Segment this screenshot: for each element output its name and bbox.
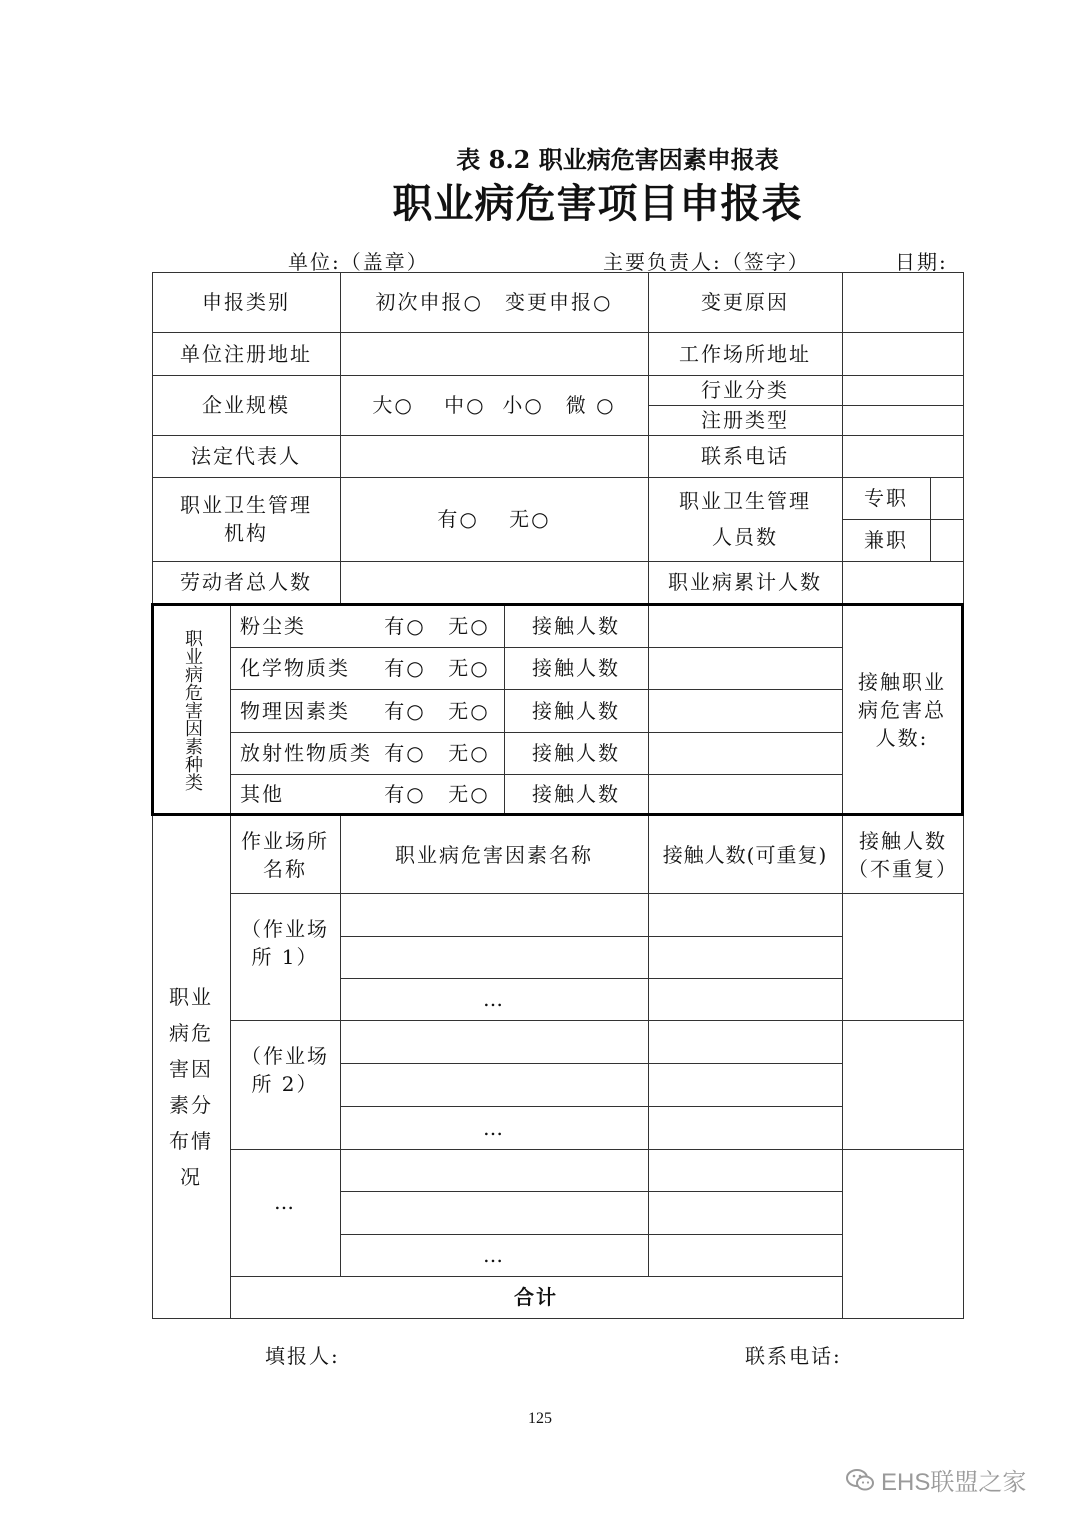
reg-address-label: 单位注册地址 — [180, 341, 312, 366]
site-2-label: （作业场 所 2） — [241, 1044, 329, 1096]
total-label: 合计 — [514, 1285, 558, 1309]
col-contact-repeat-header: 接触人数(可重复) — [662, 842, 828, 867]
date-label: 日期: — [895, 250, 948, 274]
workers-label: 劳动者总人数 — [180, 570, 312, 594]
col-contact-unique-header: 接触人数 （不重复） — [848, 828, 958, 881]
cumulative-field[interactable] — [842, 561, 964, 603]
cumulative-label: 职业病累计人数 — [668, 570, 822, 594]
hazard-contact-field[interactable] — [648, 774, 842, 814]
hazard-no-other[interactable]: 无○ — [448, 782, 490, 806]
change-reason-field[interactable] — [842, 272, 964, 332]
hazard-contact-label: 接触人数 — [532, 741, 620, 765]
table-border-bottom — [152, 1318, 964, 1319]
hazard-no-dust[interactable]: 无○ — [448, 614, 490, 638]
hazard-no-radioactive[interactable]: 无○ — [448, 741, 490, 765]
hazard-total-label: 接触职业 病危害总 人数: — [858, 669, 946, 750]
footer-phone-label: 联系电话: — [745, 1344, 842, 1368]
hazard-contact-label: 接触人数 — [532, 698, 620, 723]
col-factor-header: 职业病危害因素名称 — [395, 842, 593, 867]
phone-label: 联系电话 — [701, 444, 789, 468]
page-number: 125 — [528, 1410, 552, 1427]
scale-label: 企业规模 — [202, 393, 290, 417]
watermark — [845, 1462, 1026, 1497]
legal-rep-label: 法定代表人 — [191, 444, 301, 468]
row-line — [230, 1149, 964, 1150]
hazard-contact-label: 接触人数 — [532, 614, 620, 638]
filler-label: 填报人: — [265, 1344, 340, 1368]
hazard-yes-physical[interactable]: 有○ — [384, 698, 426, 723]
legal-rep-field[interactable] — [340, 435, 648, 477]
staff-label: 职业卫生管理 人员数 — [679, 489, 811, 549]
hazard-name-radioactive: 放射性物质类 — [240, 741, 372, 765]
parttime-label: 兼职 — [864, 528, 908, 552]
row-line — [230, 893, 964, 894]
hazard-contact-label: 接触人数 — [532, 656, 620, 680]
hazard-contact-label: 接触人数 — [532, 782, 620, 806]
reg-address-field[interactable] — [340, 332, 648, 375]
industry-label: 行业分类 — [701, 378, 789, 402]
site-1-ellipsis: … — [483, 987, 505, 1011]
row-line — [340, 1191, 842, 1192]
form-subtitle: 表 8.2 职业病危害因素申报表 — [456, 145, 779, 174]
parttime-field[interactable] — [930, 519, 964, 561]
change-reason-label: 变更原因 — [701, 290, 789, 314]
org-options[interactable]: 有○ 无○ — [437, 507, 551, 531]
fulltime-field[interactable] — [930, 477, 964, 519]
hazard-name-chemical: 化学物质类 — [240, 656, 350, 680]
row-line — [340, 1063, 842, 1064]
form-title: 职业病危害项目申报表 — [392, 180, 803, 227]
site-more-label: … — [274, 1189, 296, 1214]
unit-seal-label: 单位:（盖章） — [288, 250, 429, 274]
workers-field[interactable] — [340, 561, 648, 603]
work-address-field[interactable] — [842, 332, 964, 375]
hazard-yes-dust[interactable]: 有○ — [384, 614, 426, 638]
phone-field[interactable] — [842, 435, 964, 477]
fulltime-label: 专职 — [864, 486, 908, 510]
wechat-icon — [845, 1467, 875, 1493]
hazard-contact-field[interactable] — [648, 732, 842, 774]
hazard-yes-chemical[interactable]: 有○ — [384, 656, 426, 680]
scale-options[interactable]: 大○ 中○ 小○ 微 ○ — [372, 393, 616, 417]
reg-type-label: 注册类型 — [701, 408, 789, 432]
report-type-label: 申报类别 — [202, 290, 290, 314]
hazard-name-other: 其他 — [240, 782, 284, 806]
hazard-name-physical: 物理因素类 — [240, 698, 350, 723]
hazard-side-cell — [154, 606, 230, 814]
hazard-no-chemical[interactable]: 无○ — [448, 656, 490, 680]
org-label: 职业卫生管理 机构 — [180, 493, 312, 545]
hazard-contact-field[interactable] — [648, 605, 842, 647]
report-type-options[interactable]: 初次申报○ 变更申报○ — [375, 290, 613, 314]
site-1-label: （作业场 所 1） — [241, 917, 329, 969]
hazard-yes-radioactive[interactable]: 有○ — [384, 741, 426, 765]
row-line — [230, 1020, 964, 1021]
responsible-signature-label: 主要负责人:（签字） — [603, 250, 810, 274]
watermark-text: EHS联盟之家 — [881, 1469, 1027, 1496]
col-site-header: 作业场所 名称 — [241, 828, 329, 881]
hazard-contact-field[interactable] — [648, 689, 842, 732]
total-field[interactable] — [842, 1276, 964, 1318]
hazard-name-dust: 粉尘类 — [240, 614, 306, 638]
hazard-no-physical[interactable]: 无○ — [448, 698, 490, 723]
site-2-ellipsis: … — [483, 1115, 505, 1140]
industry-field[interactable] — [842, 375, 964, 405]
row-line — [340, 936, 842, 937]
hazard-contact-field[interactable] — [648, 647, 842, 689]
hazard-yes-other[interactable]: 有○ — [384, 782, 426, 806]
reg-type-field[interactable] — [842, 405, 964, 435]
site-more-ellipsis: … — [483, 1243, 505, 1267]
hazard-side-label: 职业病危害因素种类 — [182, 629, 203, 791]
distribution-side-label: 职业 病危 害因 素分 布情 况 — [169, 985, 213, 1189]
work-address-label: 工作场所地址 — [679, 341, 811, 366]
